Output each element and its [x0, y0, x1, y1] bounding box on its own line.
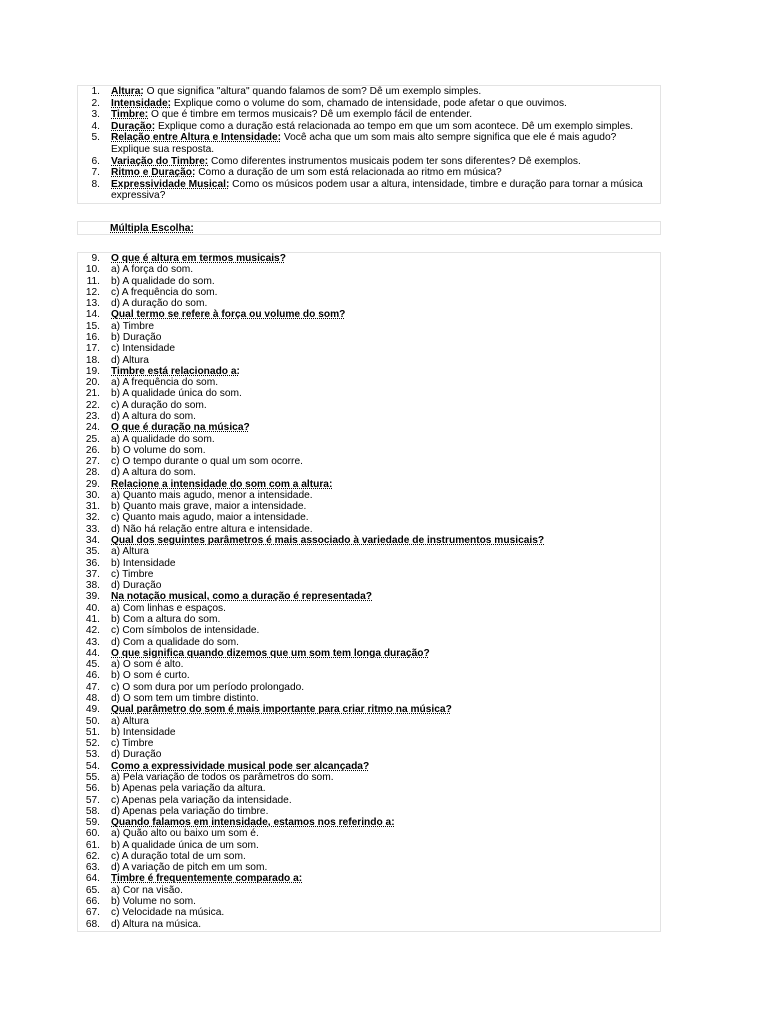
question-body: O que significa "altura" quando falamos de som? Dê um exemplo simples.: [143, 86, 482, 97]
mc-option-text: b) Duração: [111, 331, 162, 343]
line-text: [111, 749, 660, 760]
line-text: [111, 648, 660, 659]
mc-option-text: c) Apenas pela variação da intensidade.: [111, 794, 292, 806]
mc-option-text: c) Quanto mais agudo, maior a intensidade.: [111, 512, 309, 524]
line-number: 15.: [85, 320, 100, 332]
line-number: 28.: [85, 467, 100, 479]
mc-option: [78, 716, 660, 727]
line-number: 43.: [85, 636, 100, 648]
question-number: 1.: [91, 86, 100, 97]
mc-question-text: Timbre é frequentemente comparado a:: [111, 873, 303, 885]
question-label: Timbre:: [111, 109, 149, 121]
line-number: 68.: [85, 918, 100, 930]
question-text: [111, 98, 660, 110]
mc-option: [78, 264, 660, 275]
line-number: 49.: [85, 704, 100, 716]
mc-question-text: O que é altura em termos musicais?: [111, 253, 286, 264]
line-text: [111, 873, 660, 884]
line-number: 34.: [85, 535, 100, 547]
mc-option-text: d) Duração: [111, 580, 162, 592]
mc-option: [78, 546, 660, 557]
mc-option: [78, 625, 660, 636]
mc-option-text: b) A qualidade única de um som.: [111, 839, 259, 851]
line-text: [111, 659, 660, 670]
multiple-choice-box: [77, 252, 661, 932]
mc-option: [78, 828, 660, 839]
line-text: [111, 919, 660, 930]
line-number: 59.: [85, 817, 100, 829]
mc-option: [78, 885, 660, 896]
line-text: [111, 637, 660, 648]
line-text: [111, 795, 660, 806]
mc-option-text: b) Com a altura do som.: [111, 614, 221, 625]
mc-option-text: a) Quanto mais agudo, menor a intensidade.: [111, 489, 313, 501]
mc-option-text: a) Altura: [111, 715, 149, 727]
mc-option: [78, 343, 660, 354]
mc-option: [78, 840, 660, 851]
line-text: [111, 332, 660, 343]
mc-option: [78, 851, 660, 862]
line-text: [111, 479, 660, 490]
line-number: 33.: [85, 523, 100, 535]
mc-question: [78, 591, 660, 602]
mc-option: [78, 896, 660, 907]
mc-question-text: O que é duração na música?: [111, 422, 250, 434]
mc-option: [78, 388, 660, 399]
question-body: Como a duração de um som está relacionada ao ritmo em música?: [195, 167, 502, 179]
line-text: [111, 840, 660, 851]
mc-option-text: d) A duração do som.: [111, 298, 208, 310]
mc-question-text: O que significa quando dizemos que um som tem longa duração?: [111, 647, 430, 659]
question-continuation: expressiva?: [111, 190, 166, 202]
mc-question-text: Qual dos seguintes parâmetros é mais associado à variedade de instrumentos musicais?: [111, 535, 545, 547]
question-label: Duração:: [111, 120, 156, 132]
line-number: 11.: [86, 275, 100, 287]
mc-option-text: d) A altura do som.: [111, 410, 196, 422]
mc-option: [78, 614, 660, 625]
mc-option: [78, 919, 660, 930]
line-text: [111, 693, 660, 704]
line-number: 16.: [85, 331, 100, 343]
mc-question: [78, 422, 660, 433]
mc-option-text: c) Velocidade na música.: [111, 907, 225, 919]
line-text: [111, 591, 660, 602]
line-number: 40.: [85, 602, 100, 614]
line-number: 25.: [85, 433, 100, 445]
line-text: [111, 501, 660, 512]
mc-option-text: b) Intensidade: [111, 557, 176, 569]
mc-option-text: a) Altura: [111, 546, 149, 558]
line-number: 56.: [85, 783, 100, 795]
line-number: 54.: [85, 760, 100, 772]
mc-option: [78, 670, 660, 681]
line-text: [111, 309, 660, 320]
mc-option-text: a) A qualidade do som.: [111, 433, 215, 445]
mc-option-text: c) A duração do som.: [111, 399, 207, 411]
open-questions-box: [77, 85, 661, 204]
line-number: 44.: [85, 647, 100, 659]
line-text: [111, 377, 660, 388]
mc-option-text: c) O som dura por um período prolongado.: [111, 681, 305, 693]
line-number: 29.: [85, 478, 100, 490]
line-text: [111, 343, 660, 354]
mc-option: [78, 603, 660, 614]
open-question: [78, 98, 660, 110]
mc-option: [78, 467, 660, 478]
line-number: 12.: [85, 286, 100, 298]
mc-question-text: Quando falamos em intensidade, estamos nos referindo a:: [111, 817, 395, 829]
line-number: 64.: [85, 873, 100, 885]
open-question: [78, 156, 660, 168]
line-number: 50.: [85, 715, 100, 727]
question-number: 8.: [91, 178, 100, 190]
mc-option: [78, 783, 660, 794]
mc-option: [78, 276, 660, 287]
mc-option-text: c) O tempo durante o qual um som ocorre.: [111, 456, 303, 468]
question-label: Variação do Timbre:: [111, 155, 209, 167]
mc-question: [78, 309, 660, 320]
mc-option: [78, 693, 660, 704]
line-text: [111, 580, 660, 591]
line-text: [111, 907, 660, 918]
mc-option: [78, 862, 660, 873]
line-text: [111, 512, 660, 523]
section-heading-box: [77, 221, 661, 235]
line-text: [111, 321, 660, 332]
mc-option: [78, 580, 660, 591]
question-body: O que é timbre em termos musicais? Dê um exemplo fácil de entender.: [148, 109, 473, 121]
question-number: 6.: [91, 155, 100, 167]
question-label: Expressividade Musical:: [111, 178, 230, 190]
mc-option-text: d) Duração: [111, 749, 162, 761]
mc-question: [78, 817, 660, 828]
line-text: [111, 851, 660, 862]
mc-option: [78, 377, 660, 388]
question-number: 3.: [91, 109, 100, 121]
line-number: 53.: [85, 749, 100, 761]
line-text: [111, 716, 660, 727]
question-label: Altura:: [111, 86, 144, 97]
mc-option: [78, 558, 660, 569]
line-text: [111, 569, 660, 580]
line-number: 22.: [85, 399, 100, 411]
line-text: [111, 456, 660, 467]
mc-option-text: b) O som é curto.: [111, 670, 190, 682]
mc-option: [78, 445, 660, 456]
mc-question: [78, 479, 660, 490]
line-number: 61.: [85, 839, 100, 851]
question-body: Você acha que um som mais alto sempre significa que ele é mais agudo?: [281, 132, 617, 144]
line-number: 19.: [85, 365, 100, 377]
mc-option: [78, 682, 660, 693]
line-text: [111, 817, 660, 828]
mc-question-text: Na notação musical, como a duração é representada?: [111, 591, 373, 603]
line-number: 41.: [85, 614, 100, 625]
line-number: 47.: [85, 681, 100, 693]
mc-option-text: c) Timbre: [111, 568, 154, 580]
mc-option: [78, 321, 660, 332]
mc-option-text: c) A duração total de um som.: [111, 850, 246, 862]
mc-question-text: Qual termo se refere à força ou volume do som?: [111, 309, 346, 321]
line-number: 36.: [85, 557, 100, 569]
mc-option-text: a) Quão alto ou baixo um som é.: [111, 828, 259, 840]
mc-option: [78, 524, 660, 535]
mc-option: [78, 512, 660, 523]
mc-question: [78, 535, 660, 546]
question-label: Intensidade:: [111, 97, 172, 109]
mc-option: [78, 738, 660, 749]
line-number: 27.: [85, 456, 100, 468]
mc-option-text: c) Timbre: [111, 738, 154, 750]
mc-option-text: a) Timbre: [111, 320, 155, 332]
mc-option: [78, 569, 660, 580]
mc-option-text: d) Não há relação entre altura e intensidade.: [111, 523, 313, 535]
mc-option: [78, 795, 660, 806]
line-text: [111, 422, 660, 433]
line-number: 63.: [85, 862, 100, 874]
line-text: [111, 253, 660, 264]
mc-option: [78, 434, 660, 445]
question-text: [111, 156, 660, 168]
line-text: [111, 614, 660, 625]
question-text: [111, 179, 660, 191]
question-number: 5.: [91, 132, 100, 144]
open-question: [78, 167, 660, 179]
line-text: [111, 727, 660, 738]
line-number: 58.: [85, 805, 100, 817]
line-number: 21.: [85, 388, 100, 400]
mc-option-text: a) Pela variação de todos os parâmetros do som.: [111, 771, 334, 783]
mc-question: [78, 873, 660, 884]
line-text: [111, 625, 660, 636]
question-label: Relação entre Altura e Intensidade:: [111, 132, 282, 144]
line-number: 52.: [85, 738, 100, 750]
line-text: [111, 434, 660, 445]
line-text: [111, 287, 660, 298]
line-number: 67.: [85, 907, 100, 919]
question-continuation: Explique sua resposta.: [111, 143, 215, 155]
mc-option-text: d) A variação de pitch em um som.: [111, 862, 268, 874]
mc-question: [78, 648, 660, 659]
question-body: Como diferentes instrumentos musicais podem ter sons diferentes? Dê exemplos.: [208, 155, 581, 167]
mc-option: [78, 907, 660, 918]
line-number: 46.: [85, 670, 100, 682]
line-text: [111, 862, 660, 873]
line-number: 26.: [85, 444, 100, 456]
open-question: [78, 121, 660, 133]
line-number: 20.: [85, 377, 100, 389]
mc-option-text: b) Intensidade: [111, 726, 176, 738]
question-number: 7.: [91, 167, 100, 179]
mc-option: [78, 749, 660, 760]
line-number: 30.: [85, 489, 100, 501]
mc-option-text: c) A frequência do som.: [111, 286, 218, 298]
line-text: [111, 400, 660, 411]
question-text: [111, 109, 660, 121]
mc-option: [78, 772, 660, 783]
line-number: 45.: [85, 659, 100, 671]
line-text: [111, 738, 660, 749]
open-question: [78, 86, 660, 98]
question-text: [111, 132, 660, 144]
mc-question: [78, 253, 660, 264]
line-text: [111, 535, 660, 546]
mc-question-text: Timbre está relacionado a:: [111, 365, 240, 377]
line-number: 10.: [85, 264, 100, 276]
line-number: 13.: [85, 298, 100, 310]
line-text: [111, 467, 660, 478]
line-number: 18.: [85, 354, 100, 366]
line-text: [111, 276, 660, 287]
line-number: 24.: [85, 422, 100, 434]
line-text: [111, 355, 660, 366]
line-number: 32.: [85, 512, 100, 524]
line-text: [111, 682, 660, 693]
line-text: [111, 264, 660, 275]
mc-option: [78, 400, 660, 411]
mc-option: [78, 298, 660, 309]
mc-option-text: a) A frequência do som.: [111, 377, 219, 389]
line-text: [111, 806, 660, 817]
line-number: 17.: [85, 343, 100, 355]
mc-option-text: c) Com símbolos de intensidade.: [111, 625, 260, 637]
mc-option-text: a) Cor na visão.: [111, 884, 183, 896]
mc-option-text: d) A altura do som.: [111, 467, 196, 479]
mc-option-text: d) Apenas pela variação do timbre.: [111, 805, 269, 817]
question-body: Explique como a duração está relacionada ao tempo em que um som acontece. Dê um exemplo simples.: [155, 120, 634, 132]
line-number: 39.: [85, 591, 100, 603]
mc-option: [78, 659, 660, 670]
mc-question: [78, 366, 660, 377]
line-text: [111, 445, 660, 456]
mc-option-text: d) Altura na música.: [111, 918, 202, 930]
mc-question: [78, 704, 660, 715]
question-text: [111, 167, 660, 179]
line-text: [111, 670, 660, 681]
mc-option: [78, 501, 660, 512]
section-heading: Múltipla Escolha:: [110, 223, 194, 234]
line-number: 31.: [85, 501, 100, 513]
mc-option-text: b) A qualidade única do som.: [111, 388, 242, 400]
question-text: [111, 86, 660, 98]
mc-option-text: d) O som tem um timbre distinto.: [111, 692, 259, 704]
line-number: 48.: [85, 692, 100, 704]
mc-option-text: b) A qualidade do som.: [111, 275, 215, 287]
mc-question: [78, 761, 660, 772]
mc-option-text: d) Altura: [111, 354, 149, 366]
line-text: [111, 490, 660, 501]
line-text: [111, 896, 660, 907]
line-text: [111, 704, 660, 715]
mc-option-text: b) Quanto mais grave, maior a intensidade.: [111, 501, 307, 513]
line-number: 55.: [85, 771, 100, 783]
mc-option: [78, 806, 660, 817]
line-text: [111, 783, 660, 794]
line-text: [111, 366, 660, 377]
mc-option: [78, 490, 660, 501]
mc-option-text: b) O volume do som.: [111, 444, 206, 456]
line-text: [111, 388, 660, 399]
mc-option: [78, 727, 660, 738]
mc-option-text: a) O som é alto.: [111, 659, 184, 671]
line-text: [111, 411, 660, 422]
line-text: [111, 772, 660, 783]
line-text: [111, 558, 660, 569]
question-text: [111, 121, 660, 133]
line-number: 62.: [85, 850, 100, 862]
mc-option: [78, 411, 660, 422]
line-text: [111, 298, 660, 309]
mc-option-text: a) Com linhas e espaços.: [111, 602, 226, 614]
line-number: 60.: [85, 828, 100, 840]
mc-option: [78, 287, 660, 298]
mc-option-text: b) Volume no som.: [111, 896, 196, 908]
mc-question-text: Relacione a intensidade do som com a altura:: [111, 478, 333, 490]
line-text: [111, 524, 660, 535]
question-number: 4.: [91, 120, 100, 132]
line-number: 35.: [85, 546, 100, 558]
open-question: [78, 109, 660, 121]
line-text: [111, 546, 660, 557]
question-body: Explique como o volume do som, chamado de intensidade, pode afetar o que ouvimos.: [171, 97, 567, 109]
line-number: 42.: [85, 625, 100, 637]
open-question: [78, 179, 660, 191]
line-text: [111, 603, 660, 614]
mc-question-text: Como a expressividade musical pode ser alcançada?: [111, 760, 370, 772]
mc-option-text: a) A força do som.: [111, 264, 194, 276]
mc-question-text: Qual parâmetro do som é mais importante para criar ritmo na música?: [111, 704, 452, 716]
line-text: [111, 828, 660, 839]
line-number: 37.: [85, 568, 100, 580]
line-number: 9.: [91, 253, 100, 264]
mc-option: [78, 355, 660, 366]
question-label: Ritmo e Duração:: [111, 167, 196, 179]
line-number: 66.: [85, 896, 100, 908]
mc-option: [78, 456, 660, 467]
mc-option-text: d) Com a qualidade do som.: [111, 636, 239, 648]
mc-option-text: c) Intensidade: [111, 343, 175, 355]
mc-option: [78, 637, 660, 648]
question-number: 2.: [91, 97, 100, 109]
line-number: 51.: [85, 726, 100, 738]
line-text: [111, 885, 660, 896]
line-number: 23.: [85, 410, 100, 422]
line-number: 14.: [85, 309, 100, 321]
line-number: 38.: [85, 580, 100, 592]
question-body: Como os músicos podem usar a altura, intensidade, timbre e duração para tornar a música: [229, 178, 643, 190]
line-text: [111, 761, 660, 772]
open-question: [78, 132, 660, 144]
line-number: 65.: [85, 884, 100, 896]
mc-option: [78, 332, 660, 343]
line-number: 57.: [85, 794, 100, 806]
mc-option-text: b) Apenas pela variação da altura.: [111, 783, 266, 795]
